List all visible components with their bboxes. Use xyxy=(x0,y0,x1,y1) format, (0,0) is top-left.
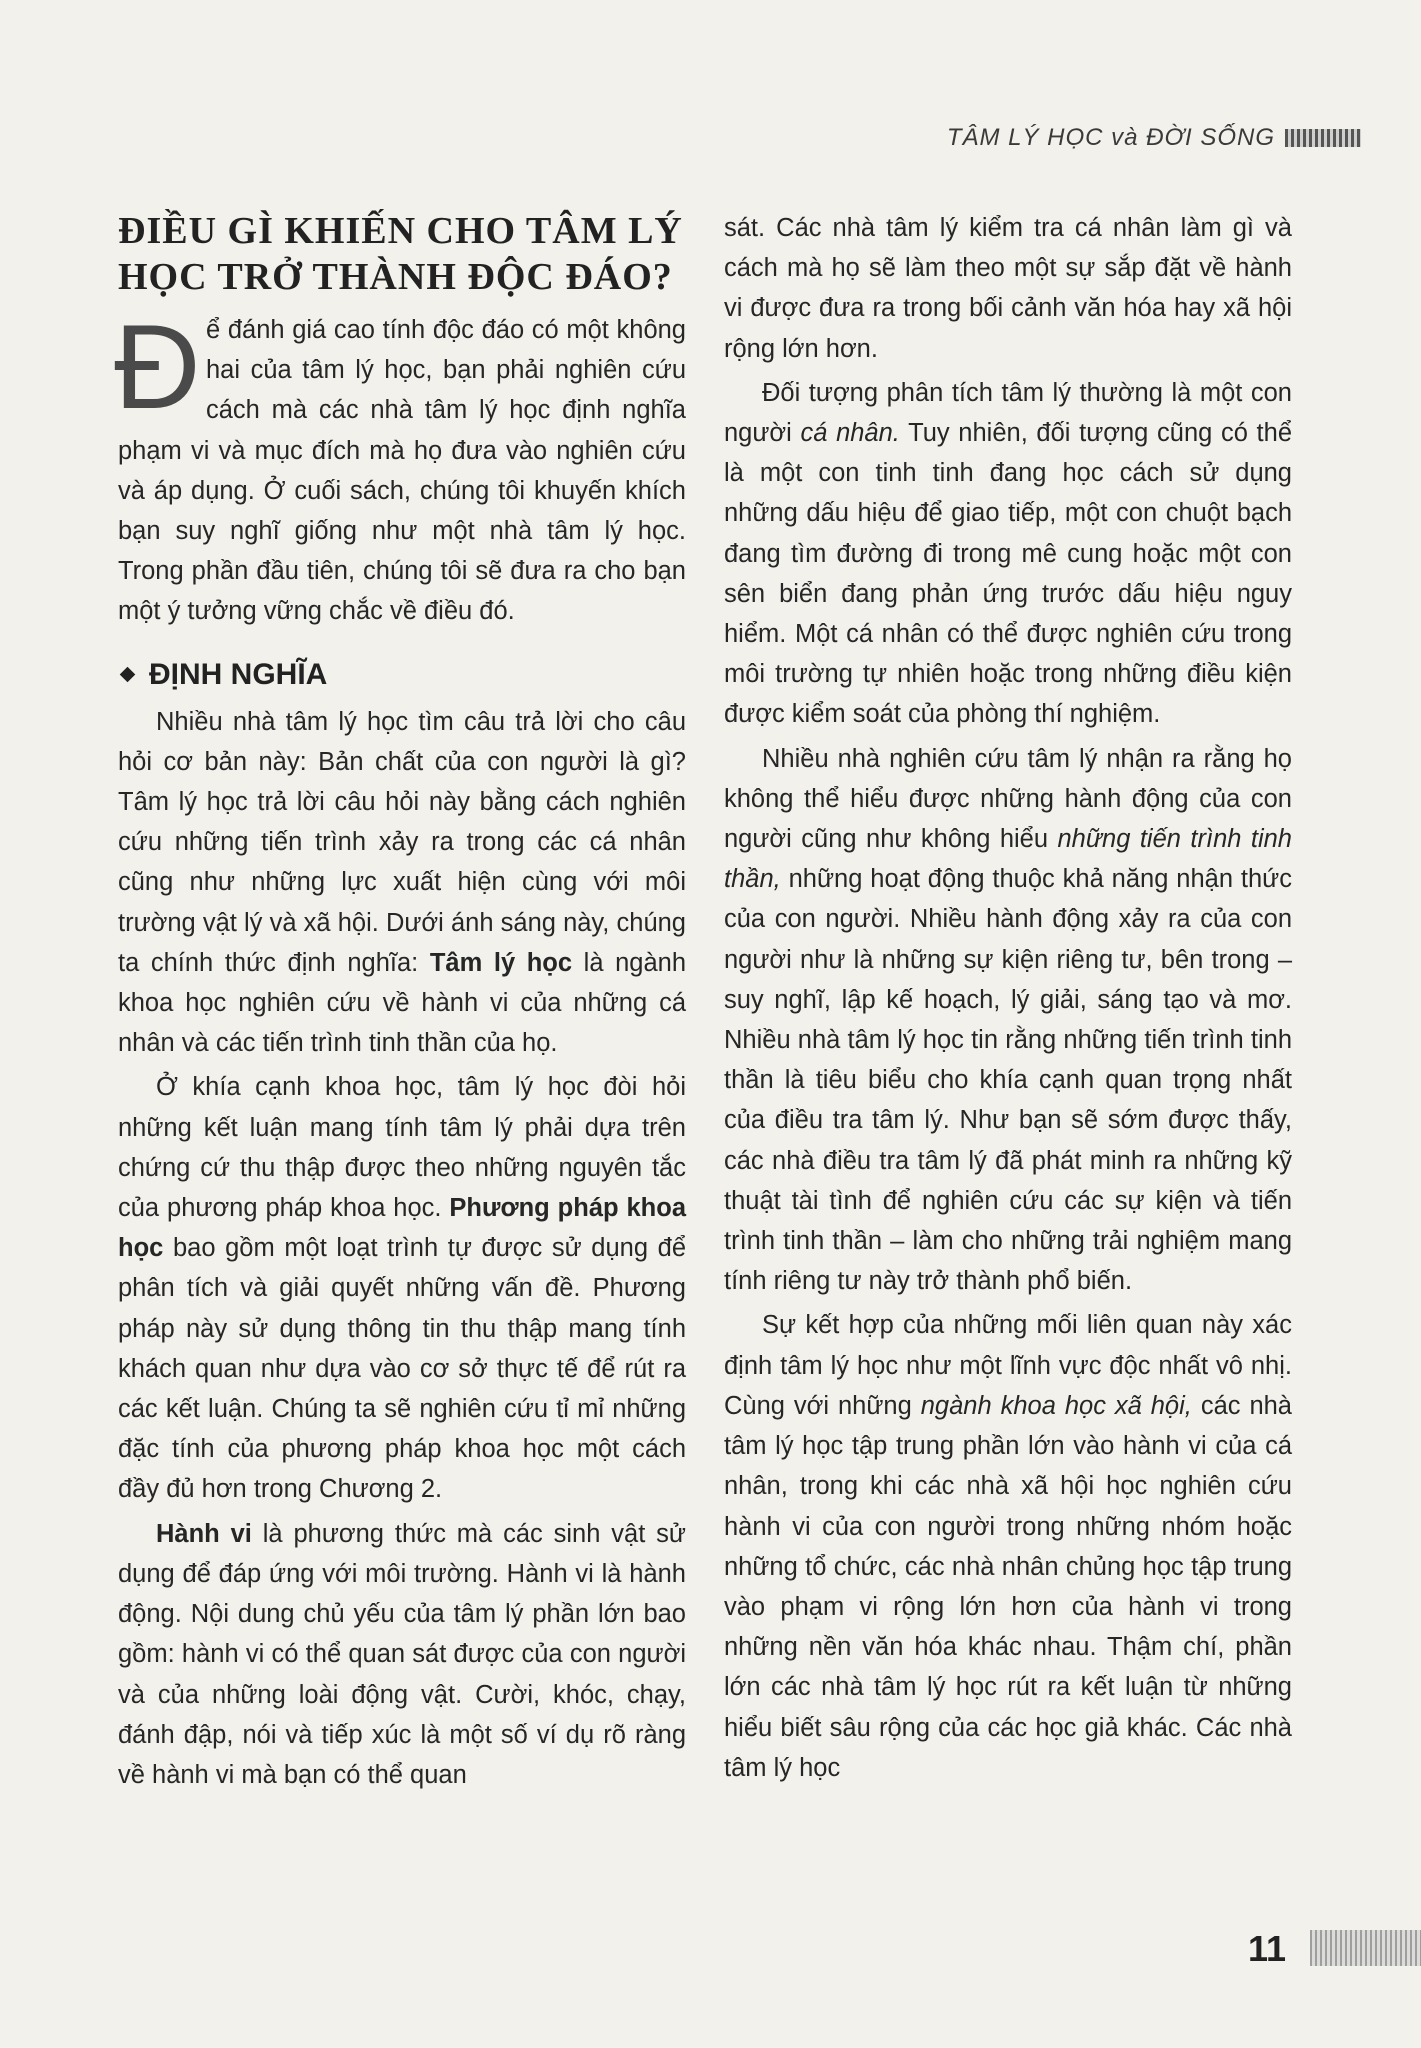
term-social-sciences: ngành khoa học xã hội, xyxy=(920,1391,1192,1420)
intro-paragraph xyxy=(114,300,686,632)
left-column xyxy=(114,208,687,1795)
paragraph-mental-processes xyxy=(724,739,1292,1302)
paragraph-text: Tuy nhiên, đối tượng cũng có thể là một con tinh tinh đang học cách sử dụng những dấu hiệu để giao tiếp, một con chuột bạch đang tìm đường đi trong mê cung hoặc một con sên biển đang phản ứng trước dấu hiệu nguy hiểm. Một cá nhân có thể được nghiên cứu trong môi trường tự nhiên hoặc trong những điều kiện được kiểm soát của phòng thí nghiệm. xyxy=(724,419,1292,729)
term-individual: cá nhân. xyxy=(800,419,900,448)
header-decorative-bar xyxy=(1285,129,1361,147)
paragraph-text: Sự kết hợp của những mối liên quan này xác định tâm lý học như một lĩnh vực độc nhất vô nhị. Cùng với những xyxy=(724,1311,1292,1420)
paragraph-text: là phương thức mà các sinh vật sử dụng để đáp ứng với môi trường. Hành vi là hành động. Nội dung chủ yếu của tâm lý phần lớn bao gồm: hành vi có thể quan sát được của con người và của những loài động vật. Cười, khóc, chạy, đánh đập, nói và tiếp xúc là một số ví dụ rõ ràng về hành vi mà bạn có thể quan xyxy=(118,1519,686,1789)
paragraph-behavior xyxy=(118,1514,686,1795)
paragraph-text: Nhiều nhà tâm lý học tìm câu trả lời cho câu hỏi cơ bản này: Bản chất của con người là gì? Tâm lý học trả lời câu hỏi này bằng cách nghiên cứu những tiến trình xảy ra trong các cá nhân cũng như những lực xuất hiện cùng với môi trường vật lý và xã hội. Dưới ánh sáng này, chúng ta chính thức định nghĩa: xyxy=(118,707,686,977)
paragraph-continued: sát. Các nhà tâm lý kiểm tra cá nhân làm gì và cách mà họ sẽ làm theo một sự sắp đặt về hành vi được đưa ra trong bối cảnh văn hóa hay xã hội rộng lớn hơn. xyxy=(724,214,1292,363)
intro-text: ể đánh giá cao tính độc đáo có một không hai của tâm lý học, bạn phải nghiên cứu cách mà các nhà tâm lý học định nghĩa phạm vi và mục đích mà họ đưa vào nghiên cứu và áp dụng. Ở cuối sách, chúng tôi khuyến khích bạn suy nghĩ giống như một nhà tâm lý học. Trong phần đầu tiên, chúng tôi sẽ đưa ra cho bạn một ý tưởng vững chắc về điều đó. xyxy=(118,316,686,626)
subheading-text: ĐỊNH NGHĨA xyxy=(149,657,328,691)
diamond-bullet-icon xyxy=(120,667,136,683)
term-scientific-method: Phương pháp khoa học xyxy=(118,1194,687,1263)
paragraph-text: Ở khía cạnh khoa học, tâm lý học đòi hỏi những kết luận mang tính tâm lý phải dựa trên chứng cứ thu thập được theo những nguyên tắc của phương pháp khoa học. xyxy=(118,1073,686,1223)
term-behavior: Hành vi xyxy=(156,1519,252,1548)
section-title-line1: ĐIỀU GÌ KHIẾN CHO TÂM LÝ xyxy=(118,210,683,252)
footer-decorative-bar xyxy=(1310,1930,1421,1966)
running-title: TÂM LÝ HỌC và ĐỜI SỐNG xyxy=(946,124,1275,151)
paragraph-text: Đối tượng phân tích tâm lý thường là một con người xyxy=(724,378,1292,448)
term-mental-processes: những tiến trình tinh thần, xyxy=(724,825,1292,894)
paragraph-text: Nhiều nhà nghiên cứu tâm lý nhận ra rằng họ không thể hiểu được những hành động của con người cũng như không hiểu xyxy=(724,744,1292,854)
paragraph-scientific-method xyxy=(118,1067,686,1509)
paragraph-individual xyxy=(724,373,1292,735)
section-title-line2: HỌC TRỞ THÀNH ĐỘC ĐÁO? xyxy=(118,256,673,298)
paragraph-social-sciences xyxy=(724,1305,1292,1787)
page-number: 11 xyxy=(1248,1928,1287,1969)
drop-cap: Đ xyxy=(114,300,201,434)
term-psychology: Tâm lý học xyxy=(429,948,573,977)
paragraph-text: là ngành khoa học nghiên cứu về hành vi của những cá nhân và các tiến trình tinh thần của họ. xyxy=(118,948,687,1058)
paragraph-text: những hoạt động thuộc khả năng nhận thức của con người. Nhiều hành động xảy ra của con người như là những sự kiện riêng tư, bên trong – suy nghĩ, lập kế hoạch, lý giải, sáng tạo và mơ. Nhiều nhà tâm lý học tin rằng những tiến trình tinh thần là tiêu biểu cho khía cạnh quan trọng nhất của điều tra tâm lý. Như bạn sẽ sớm được thấy, các nhà điều tra tâm lý đã phát minh ra những kỹ thuật tài tình để nghiên cứu các sự kiện và tiến trình tinh thần – làm cho những trải nghiệm mang tính riêng tư này trở thành phổ biến. xyxy=(724,865,1292,1296)
paragraph-definition xyxy=(118,702,686,1064)
running-header xyxy=(947,124,1361,152)
subheading-definition xyxy=(122,658,686,692)
section-title xyxy=(118,208,686,300)
paragraph-text: các nhà tâm lý học tập trung phần lớn vào hành vi của cá nhân, trong khi các nhà xã hội học nghiên cứu hành vi của con người trong những nhóm hoặc những tổ chức, các nhà nhân chủng học tập trung vào phạm vi rộng lớn hơn của hành vi trong những nền văn hóa khác nhau. Thậm chí, phần lớn các nhà tâm lý học rút ra kết luận từ những hiểu biết sâu rộng của các học giả khác. Các nhà tâm lý học xyxy=(724,1391,1292,1782)
paragraph-text: bao gồm một loạt trình tự được sử dụng để phân tích và giải quyết những vấn đề. Phương pháp này sử dụng thông tin thu thập mang tính khách quan như dựa vào cơ sở thực tế để rút ra các kết luận. Chúng ta sẽ nghiên cứu tỉ mỉ những đặc tính của phương pháp khoa học một cách đầy đủ hơn trong Chương 2. xyxy=(118,1234,686,1504)
right-column xyxy=(724,208,1292,1788)
